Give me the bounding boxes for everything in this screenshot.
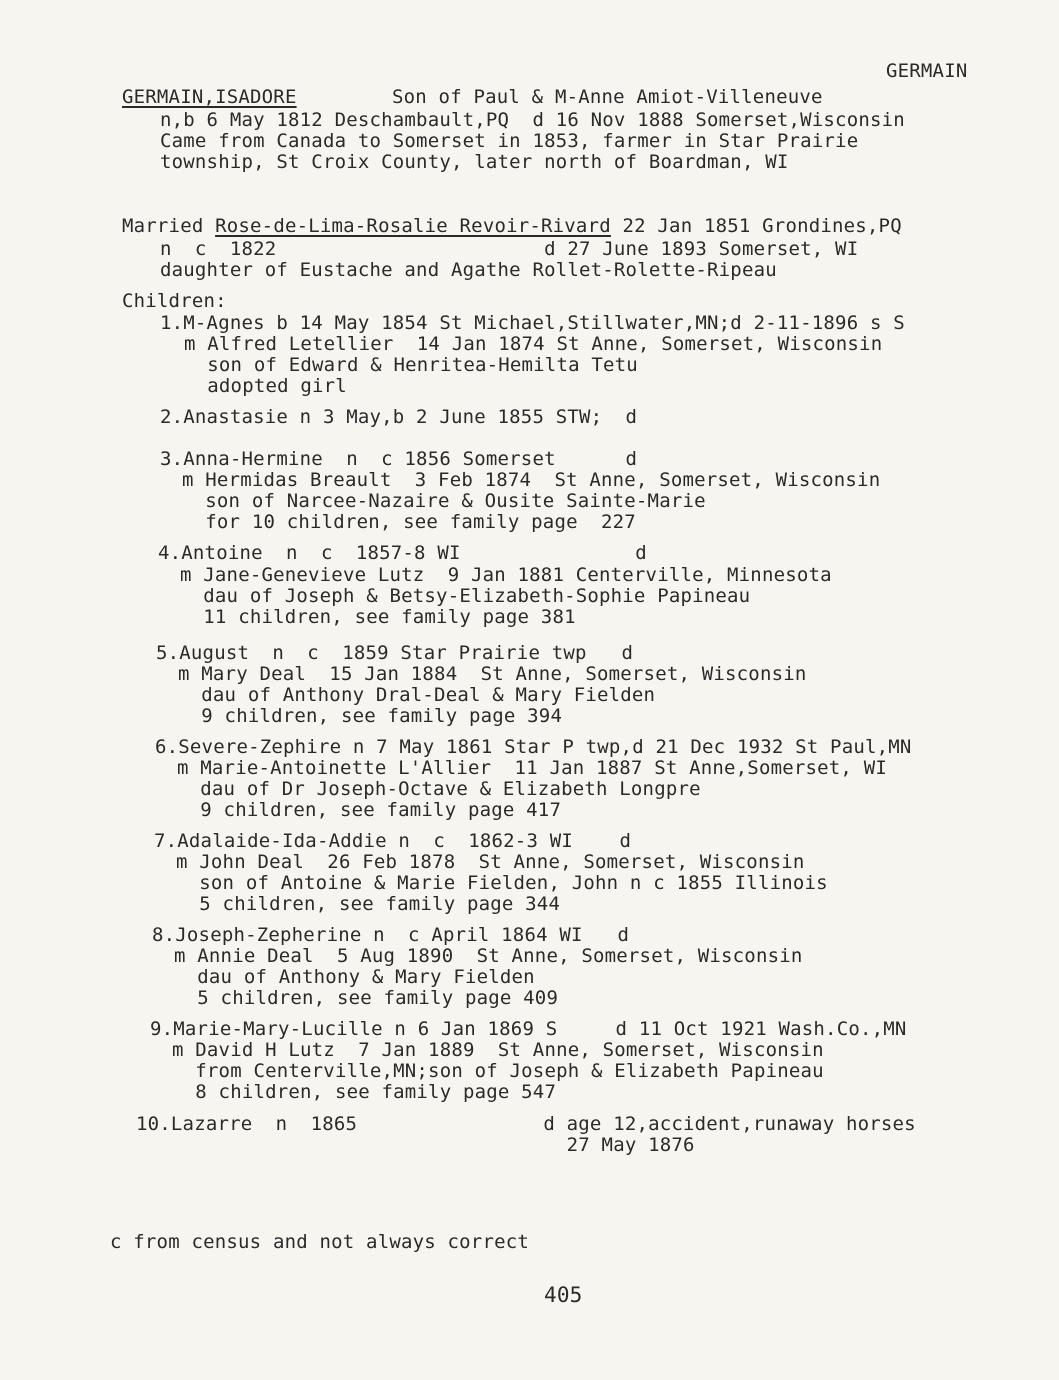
child-detail: m Hermidas Breault 3 Feb 1874 St Anne, Somerset, Wisconsin bbox=[182, 469, 881, 491]
child-entry: 4.Antoine n c 1857-8 WI d bbox=[158, 542, 647, 564]
child-detail: m Annie Deal 5 Aug 1890 St Anne, Somerset, Wisconsin bbox=[174, 945, 803, 967]
child-detail: son of Edward & Henritea-Hemilta Tetu bbox=[184, 354, 638, 376]
child-entry: 9.Marie-Mary-Lucille n 6 Jan 1869 S d 11 Oct 1921 Wash.Co.,MN bbox=[150, 1018, 907, 1040]
child-detail: 5 children, see family page 409 bbox=[174, 987, 559, 1009]
surname-header: GERMAIN bbox=[886, 60, 968, 82]
child-detail: son of Narcee-Nazaire & Ousite Sainte-Marie bbox=[182, 490, 706, 512]
marriage-subline: n c 1822 d 27 June 1893 Somerset, WI bbox=[160, 238, 859, 260]
child-detail: m Jane-Genevieve Lutz 9 Jan 1881 Centerville, Minnesota bbox=[180, 564, 832, 586]
child-detail: 11 children, see family page 381 bbox=[180, 606, 576, 628]
child-detail: 5 children, see family page 344 bbox=[176, 893, 561, 915]
person-line: township, St Croix County, later north of Boardman, WI bbox=[160, 151, 789, 173]
child-detail: 27 May 1876 bbox=[136, 1134, 695, 1156]
child-entry: 1.M-Agnes b 14 May 1854 St Michael,Stillwater,MN;d 2-11-1896 s S bbox=[160, 312, 905, 334]
children-label: Children: bbox=[122, 290, 227, 312]
marriage-line bbox=[122, 215, 902, 237]
child-entry: 2.Anastasie n 3 May,b 2 June 1855 STW; d bbox=[160, 406, 638, 428]
child-entry: 5.August n c 1859 Star Prairie twp d bbox=[156, 642, 634, 664]
person-name bbox=[122, 86, 297, 108]
spouse-name: Rose-de-Lima-Rosalie Revoir-Rivard bbox=[215, 215, 611, 237]
child-entry: 6.Severe-Zephire n 7 May 1861 Star P twp,d 21 Dec 1932 St Paul,MN bbox=[155, 736, 912, 758]
child-detail: adopted girl bbox=[184, 375, 347, 397]
child-detail: son of Antoine & Marie Fielden, John n c 1855 Illinois bbox=[176, 872, 828, 894]
page-number: 405 bbox=[544, 1283, 583, 1307]
child-entry: 8.Joseph-Zepherine n c April 1864 WI d bbox=[152, 924, 630, 946]
child-detail: 9 children, see family page 394 bbox=[178, 705, 563, 727]
marriage-details: 22 Jan 1851 Grondines,PQ bbox=[610, 215, 902, 237]
child-entry: 3.Anna-Hermine n c 1856 Somerset d bbox=[160, 448, 638, 470]
child-detail: m Marie-Antoinette L'Allier 11 Jan 1887 St Anne,Somerset, WI bbox=[177, 757, 887, 779]
footnote: c from census and not always correct bbox=[110, 1231, 530, 1253]
person-name-text: GERMAIN,ISADORE bbox=[122, 86, 297, 108]
child-detail: from Centerville,MN;son of Joseph & Elizabeth Papineau bbox=[172, 1060, 824, 1082]
person-line: n,b 6 May 1812 Deschambault,PQ d 16 Nov 1888 Somerset,Wisconsin bbox=[160, 109, 905, 131]
marriage-prefix: Married bbox=[122, 215, 216, 237]
marriage-subline: daughter of Eustache and Agathe Rollet-Rolette-Ripeau bbox=[160, 259, 777, 281]
child-detail: 9 children, see family page 417 bbox=[177, 799, 562, 821]
child-detail: m Mary Deal 15 Jan 1884 St Anne, Somerset, Wisconsin bbox=[178, 663, 807, 685]
child-detail: m John Deal 26 Feb 1878 St Anne, Somerset, Wisconsin bbox=[176, 851, 805, 873]
child-entry: 10.Lazarre n 1865 d age 12,accident,runaway horses bbox=[136, 1113, 916, 1135]
child-detail: 8 children, see family page 547 bbox=[172, 1081, 557, 1103]
child-detail: dau of Dr Joseph-Octave & Elizabeth Longpre bbox=[177, 778, 701, 800]
child-detail: dau of Joseph & Betsy-Elizabeth-Sophie Papineau bbox=[180, 585, 751, 607]
person-line: Came from Canada to Somerset in 1853, farmer in Star Prairie bbox=[160, 130, 859, 152]
child-detail: dau of Anthony Dral-Deal & Mary Fielden bbox=[178, 684, 656, 706]
child-detail: dau of Anthony & Mary Fielden bbox=[174, 966, 535, 988]
child-entry: 7.Adalaide-Ida-Addie n c 1862-3 WI d bbox=[154, 830, 632, 852]
child-detail: m David H Lutz 7 Jan 1889 St Anne, Somerset, Wisconsin bbox=[172, 1039, 824, 1061]
person-parents: Son of Paul & M-Anne Amiot-Villeneuve bbox=[392, 86, 823, 108]
child-detail: m Alfred Letellier 14 Jan 1874 St Anne, Somerset, Wisconsin bbox=[184, 333, 883, 355]
child-detail: for 10 children, see family page 227 bbox=[182, 511, 636, 533]
